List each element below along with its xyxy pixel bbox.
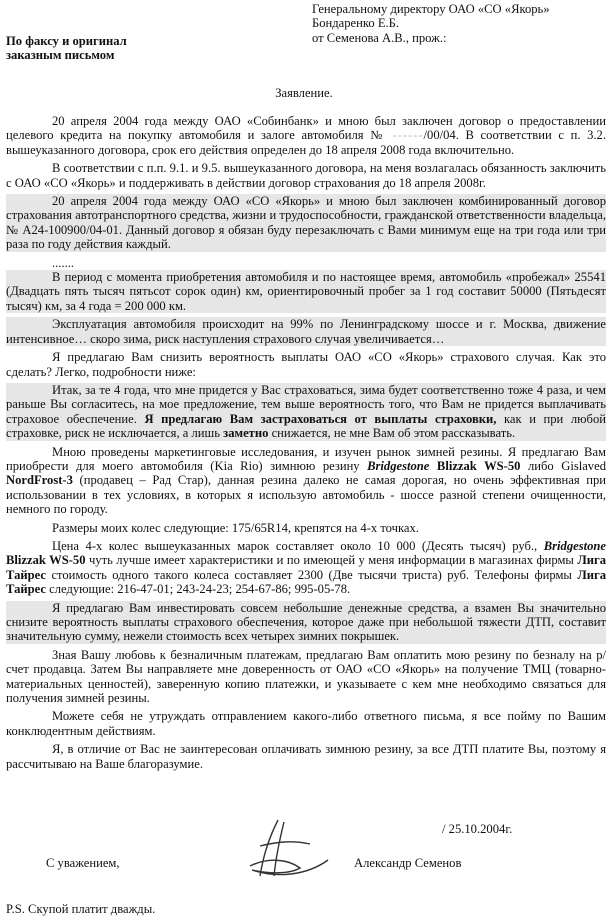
paragraph-market-text-a: Мною проведены маркетинговые исследования, и изучен рынок зимней резины. Я предлагаю Вам приобрести для моего автомобиля (Kia Rio) зимнюю резину — [6, 444, 606, 473]
addressee-block — [312, 2, 608, 45]
paragraph-credit-text-b: /00/04. В соответствии с п. 3.2. вышеуказанного договора, срок его действия определен до 18 апреля 2008 года включительно. — [6, 128, 606, 157]
paragraph-invest: Я предлагаю Вам инвестировать совсем небольшие денежные средства, а взамен Вы значительно снизите вероятность выплаты страхового обеспечения, которое даже при небольшой тяжести ДТП, составит значительную сумму, нежели стоимость всех четырех зимних покрышек. — [6, 600, 606, 644]
paragraph-winter-reasoning — [6, 383, 606, 441]
fax-note-line1: По факсу и оригинал — [6, 34, 127, 48]
paragraph-market-text-f: (продавец – Рад Стар), данная резина далеко не самая дорогая, но очень эффективная при использовании в тех условиях, в которых я использую автомобиль - шоссе разной степени очищенности, немного по городу. — [6, 473, 606, 517]
postscript: P.S. Скупой платит дважды. — [6, 902, 156, 916]
paragraph-winter-text-a: Итак, за те 4 года, что мне придется у Вас страховаться, зима будет соответственно тоже 4 раза, и чем раньше Вы согласитесь, на мое предложение, тем выше вероятность того, что Вам не придется выплачивать страховое обеспечение. — [6, 382, 606, 426]
signature-scribble — [230, 818, 340, 880]
paragraph-market-text-d: либо Gislaved — [527, 458, 606, 473]
addressee-line-name: Бондаренко Е.Б. — [312, 16, 400, 31]
regards: С уважением, — [46, 856, 120, 870]
author-name: Александр Семенов — [354, 856, 462, 870]
shop-liga-tires-2: Лига Тайрес — [6, 567, 606, 597]
paragraph-payment: Зная Вашу любовь к безналичным платежам, предлагаю Вам оплатить мою резину по безналу на р/счет продавца. Затем Вы направляете мне доверенность от ОАО «СО «Якорь» на получение ТМЦ (товарно-материальных ценностей), заверенную копию платежки, и указываете с кем мне необходимо связаться для получения зимней резины. — [6, 647, 606, 706]
letter-date: / 25.10.2004г. — [442, 822, 513, 836]
model-blizzak-2: Blizzak WS-50 — [6, 553, 86, 568]
paragraph-insurance-contract: 20 апреля 2004 года между ОАО «СО «Якорь» и мною был заключен комбинированный договор страхования автотранспортного средства, жизни и трудоспособности, гражданской ответственности владельца, № А24-100900/04-01. Данный договор я обязан буду перезаключать с Вами минимум еще на три года или три раза по году действия каждый. — [6, 194, 606, 252]
fax-note — [6, 34, 127, 63]
paragraph-market-research — [6, 445, 606, 517]
document-title: Заявление. — [275, 86, 333, 100]
paragraph-winter-text-c: как и при любой страховке, риск не исключается, а лишь — [6, 411, 606, 441]
letter-body — [6, 114, 606, 775]
redacted-number: ------ — [392, 128, 424, 143]
model-nordfrost: NordFrost-3 — [6, 473, 73, 488]
paragraph-tire-size: Размеры моих колес следующие: 175/65R14, крепятся на 4-х точках. — [52, 520, 419, 535]
paragraph-price-phones: следующие: 216-47-01; 243-24-23; 254-67-86; 995-05-78. — [49, 582, 351, 597]
fax-note-line2: заказным письмом — [6, 48, 115, 63]
paragraph-closing: Я, в отличие от Вас не заинтересован оплачивать зимнюю резину, за все ДТП платите Вы, поэтому я рассчитываю на Ваше благоразумие. — [6, 742, 606, 771]
addressee-line-director: Генеральному директору ОАО «СО «Якорь» — [312, 2, 550, 16]
paragraph-price-text-a: Цена 4-х колес вышеуказанных марок составляет около 10 000 (Десять тысяч) руб., — [52, 538, 538, 553]
shop-liga-tires: Лига Тайрес — [6, 553, 607, 582]
paragraph-usage: Эксплуатация автомобиля происходит на 99% по Ленинградскому шоссе и г. Москва, движение интенсивное… скоро зима, риск наступления страхового случая увеличивается… — [6, 317, 606, 346]
paragraph-winter-bold-offer: Я предлагаю Вам застраховаться от выплаты страховки, — [144, 411, 497, 426]
brand-bridgestone-2: Bridgestone — [543, 538, 606, 553]
paragraph-credit-text-a: 20 апреля 2004 года между ОАО «Собинбанк» и мною был заключен договор о предоставлении целевого кредита на покупку автомобиля и залоге автомобиля № — [6, 114, 606, 143]
model-blizzak: Blizzak WS-50 — [436, 458, 521, 473]
paragraph-winter-text-e: снижается, не мне Вам об этом рассказывать. — [271, 426, 516, 441]
paragraph-winter-bold-noticeably: заметно — [223, 426, 269, 441]
paragraph-proposal: Я предлагаю Вам снизить вероятность выплаты ОАО «СО «Якорь» страхового случая. Как это сделать? Легко, подробности ниже: — [6, 350, 606, 379]
paragraph-mileage: В период с момента приобретения автомобиля и по настоящее время, автомобиль «пробежал» 25541 (Двадцать пять тысяч пятьсот сорок один) км, ориентировочный пробег за 1 год составит 50000 (Пятьдесят тысяч) км, за 4 года = 200 000 км. — [6, 270, 606, 313]
addressee-line-sender: от Семенова А.В., прож.: — [312, 30, 447, 45]
paragraph-no-reply: Можете себя не утруждать отправлением какого-либо ответного письма, я все пойму по Вашим конклюдентным действиям. — [6, 709, 606, 738]
paragraph-price-text-d: чуть лучше имеет характеристики и по имеющей у меня информации в магазинах фирмы — [88, 553, 574, 568]
brand-bridgestone: Bridgestone — [367, 458, 430, 473]
ellipsis-separator: ....... — [52, 255, 75, 270]
paragraph-credit — [6, 114, 606, 157]
paragraph-obligation: В соответствии с п.п. 9.1. и 9.5. вышеуказанного договора, на меня возлагалась обязанность заключить с ОАО «СО «Якорь» и поддерживать в действии договор страхования до 18 апреля 2008г. — [6, 161, 606, 190]
paragraph-price-text-f: стоимость одного такого колеса составляет 2300 (Две тысячи триста) руб. Телефоны фирмы — [51, 567, 572, 582]
paragraph-price — [6, 539, 606, 597]
